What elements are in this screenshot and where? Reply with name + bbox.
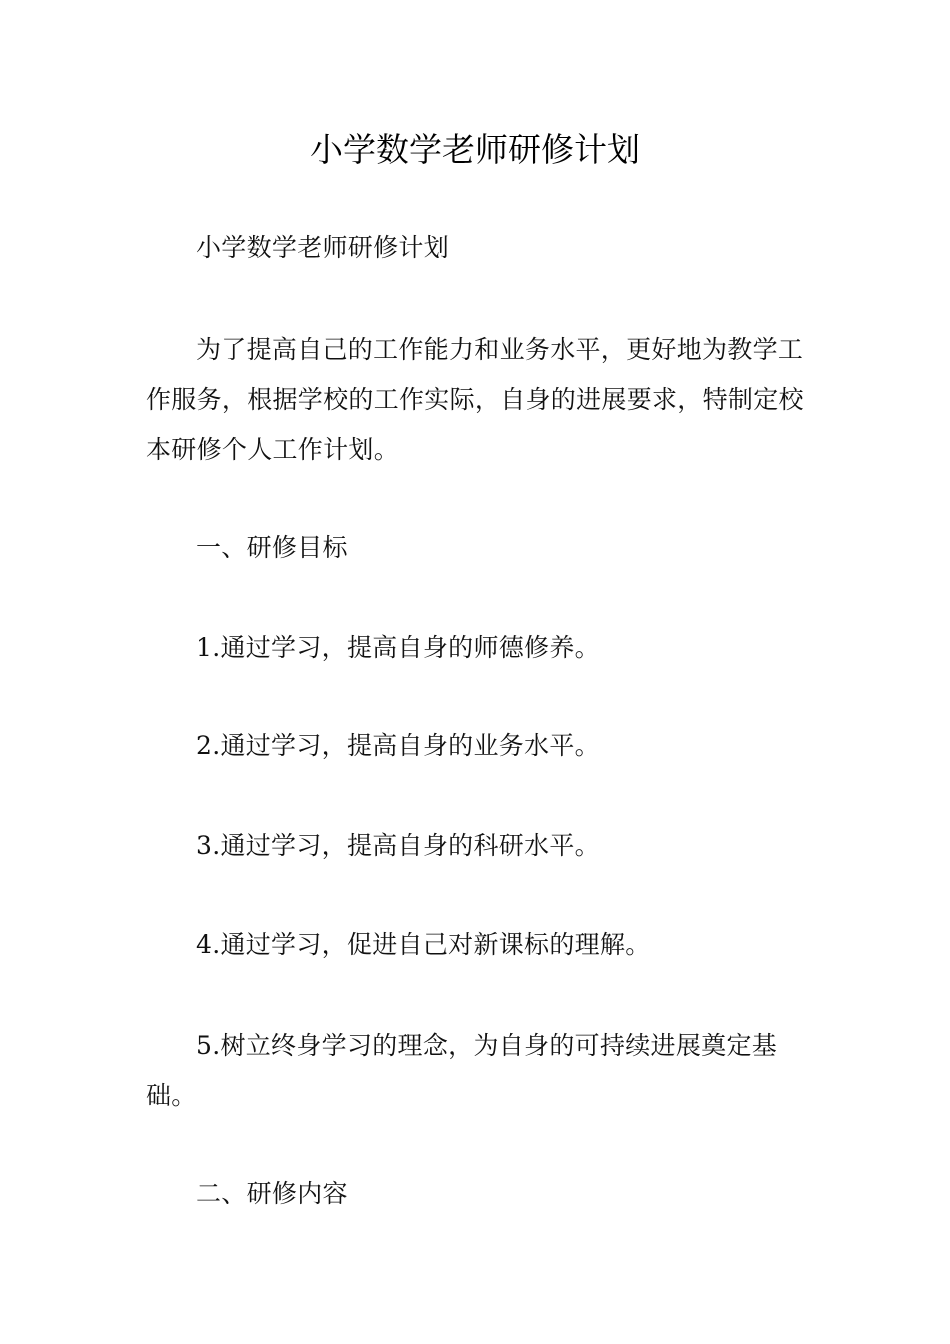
section-heading-content: 二、研修内容	[196, 1179, 348, 1208]
intro-paragraph: 为了提高自己的工作能力和业务水平，更好地为教学工作服务，根据学校的工作实际，自身的进展要求，特制定校本研修个人工作计划。	[146, 335, 804, 464]
section-heading-goals: 一、研修目标	[196, 533, 348, 562]
document-title: 小学数学老师研修计划	[310, 130, 640, 169]
goal-item: 5.树立终身学习的理念，为自身的可持续进展奠定基础。	[146, 1031, 778, 1110]
document-subtitle: 小学数学老师研修计划	[196, 233, 450, 262]
goal-item: 4.通过学习，促进自己对新课标的理解。	[196, 930, 651, 959]
goal-item: 2.通过学习，提高自身的业务水平。	[196, 731, 600, 760]
goal-item: 3.通过学习，提高自身的科研水平。	[196, 831, 600, 860]
goal-item: 1.通过学习，提高自身的师德修养。	[196, 633, 600, 662]
